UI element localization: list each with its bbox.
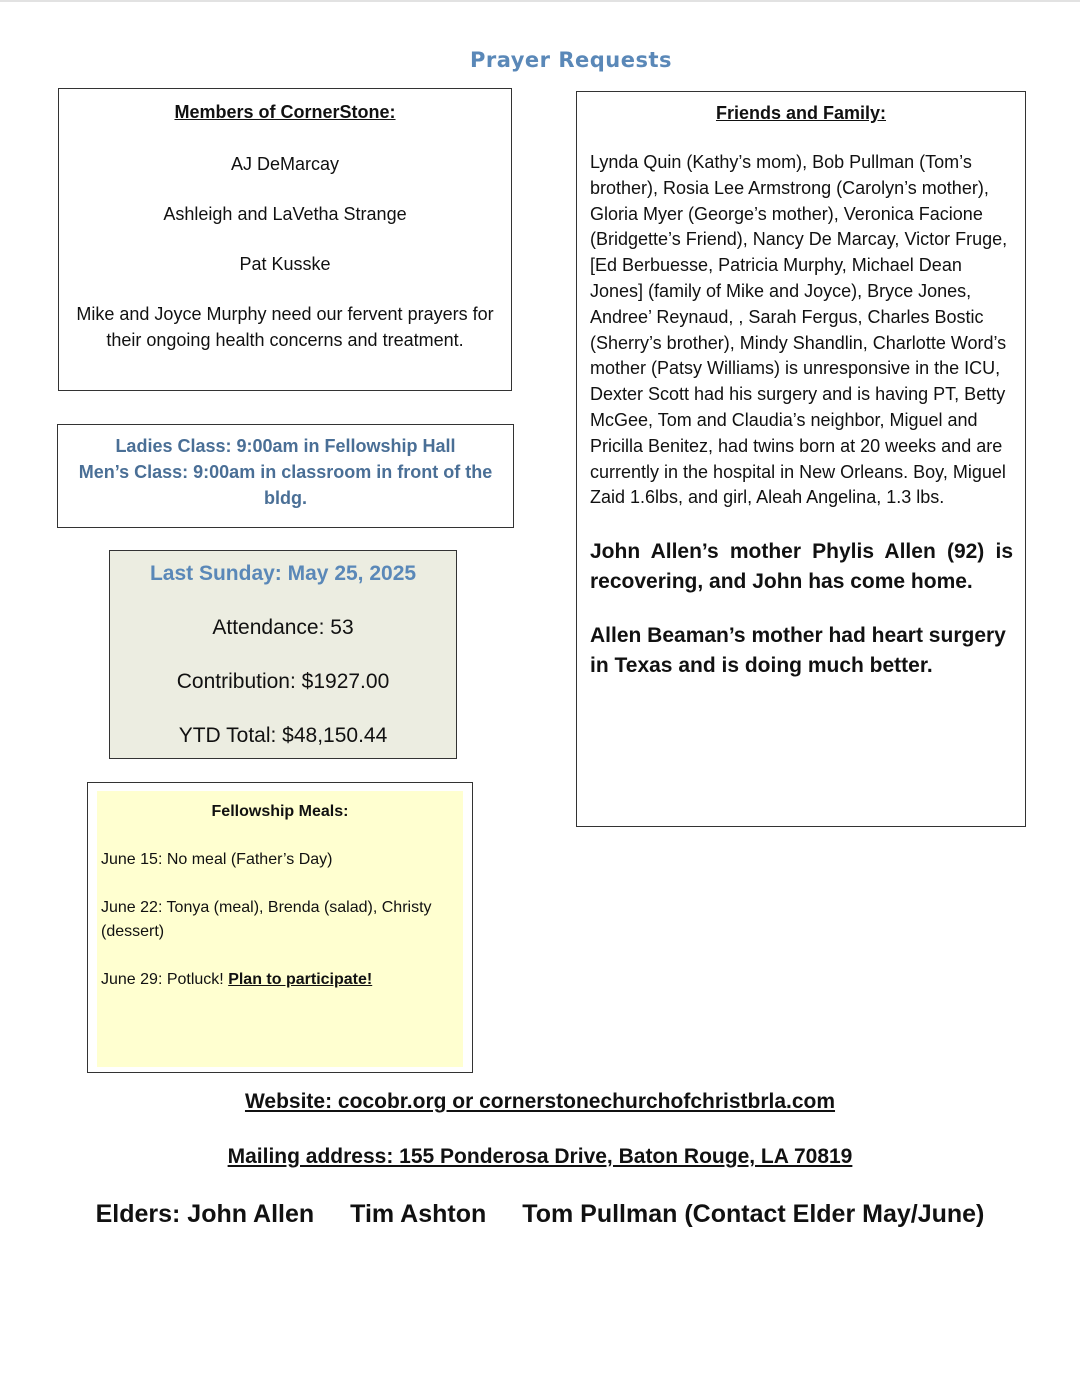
elders-line <box>0 1200 1080 1229</box>
meal-june-22: June 22: Tonya (meal), Brenda (salad), Christy (dessert) <box>101 899 432 940</box>
plan-to-participate: Plan to participate! <box>228 971 373 988</box>
elder-john-allen: Elders: John Allen <box>95 1200 315 1228</box>
fellowship-meals-box <box>87 782 473 1073</box>
page-title: Prayer Requests <box>469 48 673 72</box>
last-sunday-heading: Last Sunday: May 25, 2025 <box>149 562 417 585</box>
elder-tim-ashton: Tim Ashton <box>350 1200 487 1228</box>
friends-heading: Friends and Family: <box>715 103 887 123</box>
last-sunday-box <box>109 550 457 759</box>
elder-tom-pullman: Tom Pullman (Contact Elder May/June) <box>522 1200 985 1228</box>
attendance: Attendance: 53 <box>212 616 354 639</box>
member-name: Ashleigh and LaVetha Strange <box>163 204 407 224</box>
members-box <box>58 88 512 391</box>
contribution: Contribution: $1927.00 <box>176 670 390 693</box>
website-line: Website: cocobr.org or cornerstonechurchofchristbrla.com <box>244 1090 836 1113</box>
meal-june-29 <box>97 968 463 992</box>
ladies-class: Ladies Class: 9:00am in Fellowship Hall <box>115 436 456 456</box>
meals-note <box>97 791 463 1067</box>
mens-class: Men’s Class: 9:00am in classroom in front of the bldg. <box>78 462 493 508</box>
members-note: Mike and Joyce Murphy need our fervent prayers for their ongoing health concerns and treatment. <box>76 304 494 350</box>
meal-june-29-text: June 29: Potluck! <box>101 971 229 988</box>
members-heading: Members of CornerStone: <box>174 102 396 122</box>
friends-family-box <box>576 91 1026 827</box>
ytd-total: YTD Total: $48,150.44 <box>178 724 388 747</box>
meal-june-15: June 15: No meal (Father’s Day) <box>101 851 333 868</box>
member-name: Pat Kusske <box>239 254 331 274</box>
classes-box <box>57 424 514 528</box>
member-name: AJ DeMarcay <box>230 154 340 174</box>
friends-list: Lynda Quin (Kathy’s mom), Bob Pullman (Tom’s brother), Rosia Lee Armstrong (Carolyn’s mother), Gloria Myer (George’s mother), Veronica Facione (Bridgette’s Friend), Nancy De Marcay, Victor Fruge, [Ed Berbuesse, Patricia Murphy, Michael Dean Jones] (family of Mike and Joyce), Bryce Jones, Andree’ Reynaud, , Sarah Fergus, Charles Bostic (Sherry’s brother), Mindy Shandlin, Charlotte Word’s mother (Patsy Williams) is unresponsive in the ICU, Dexter Scott had his surgery and is having PT, Betty McGee, Tom and Claudia’s neighbor, Miguel and Pricilla Benitez, had twins born at 20 weeks and are currently in the hospital in New Orleans. Boy, Miguel Zaid 1.6lbs, and girl, Aleah Angelina, 1.3 lbs. <box>590 152 1008 508</box>
meals-heading: Fellowship Meals: <box>211 803 349 820</box>
mailing-address: Mailing address: 155 Ponderosa Drive, Baton Rouge, LA 70819 <box>227 1145 853 1168</box>
top-divider <box>0 0 1080 2</box>
friends-update-beaman: Allen Beaman’s mother had heart surgery in Texas and is doing much better. <box>590 624 1006 678</box>
friends-update-allen: John Allen’s mother Phylis Allen (92) is recovering, and John has come home. <box>590 540 1013 594</box>
